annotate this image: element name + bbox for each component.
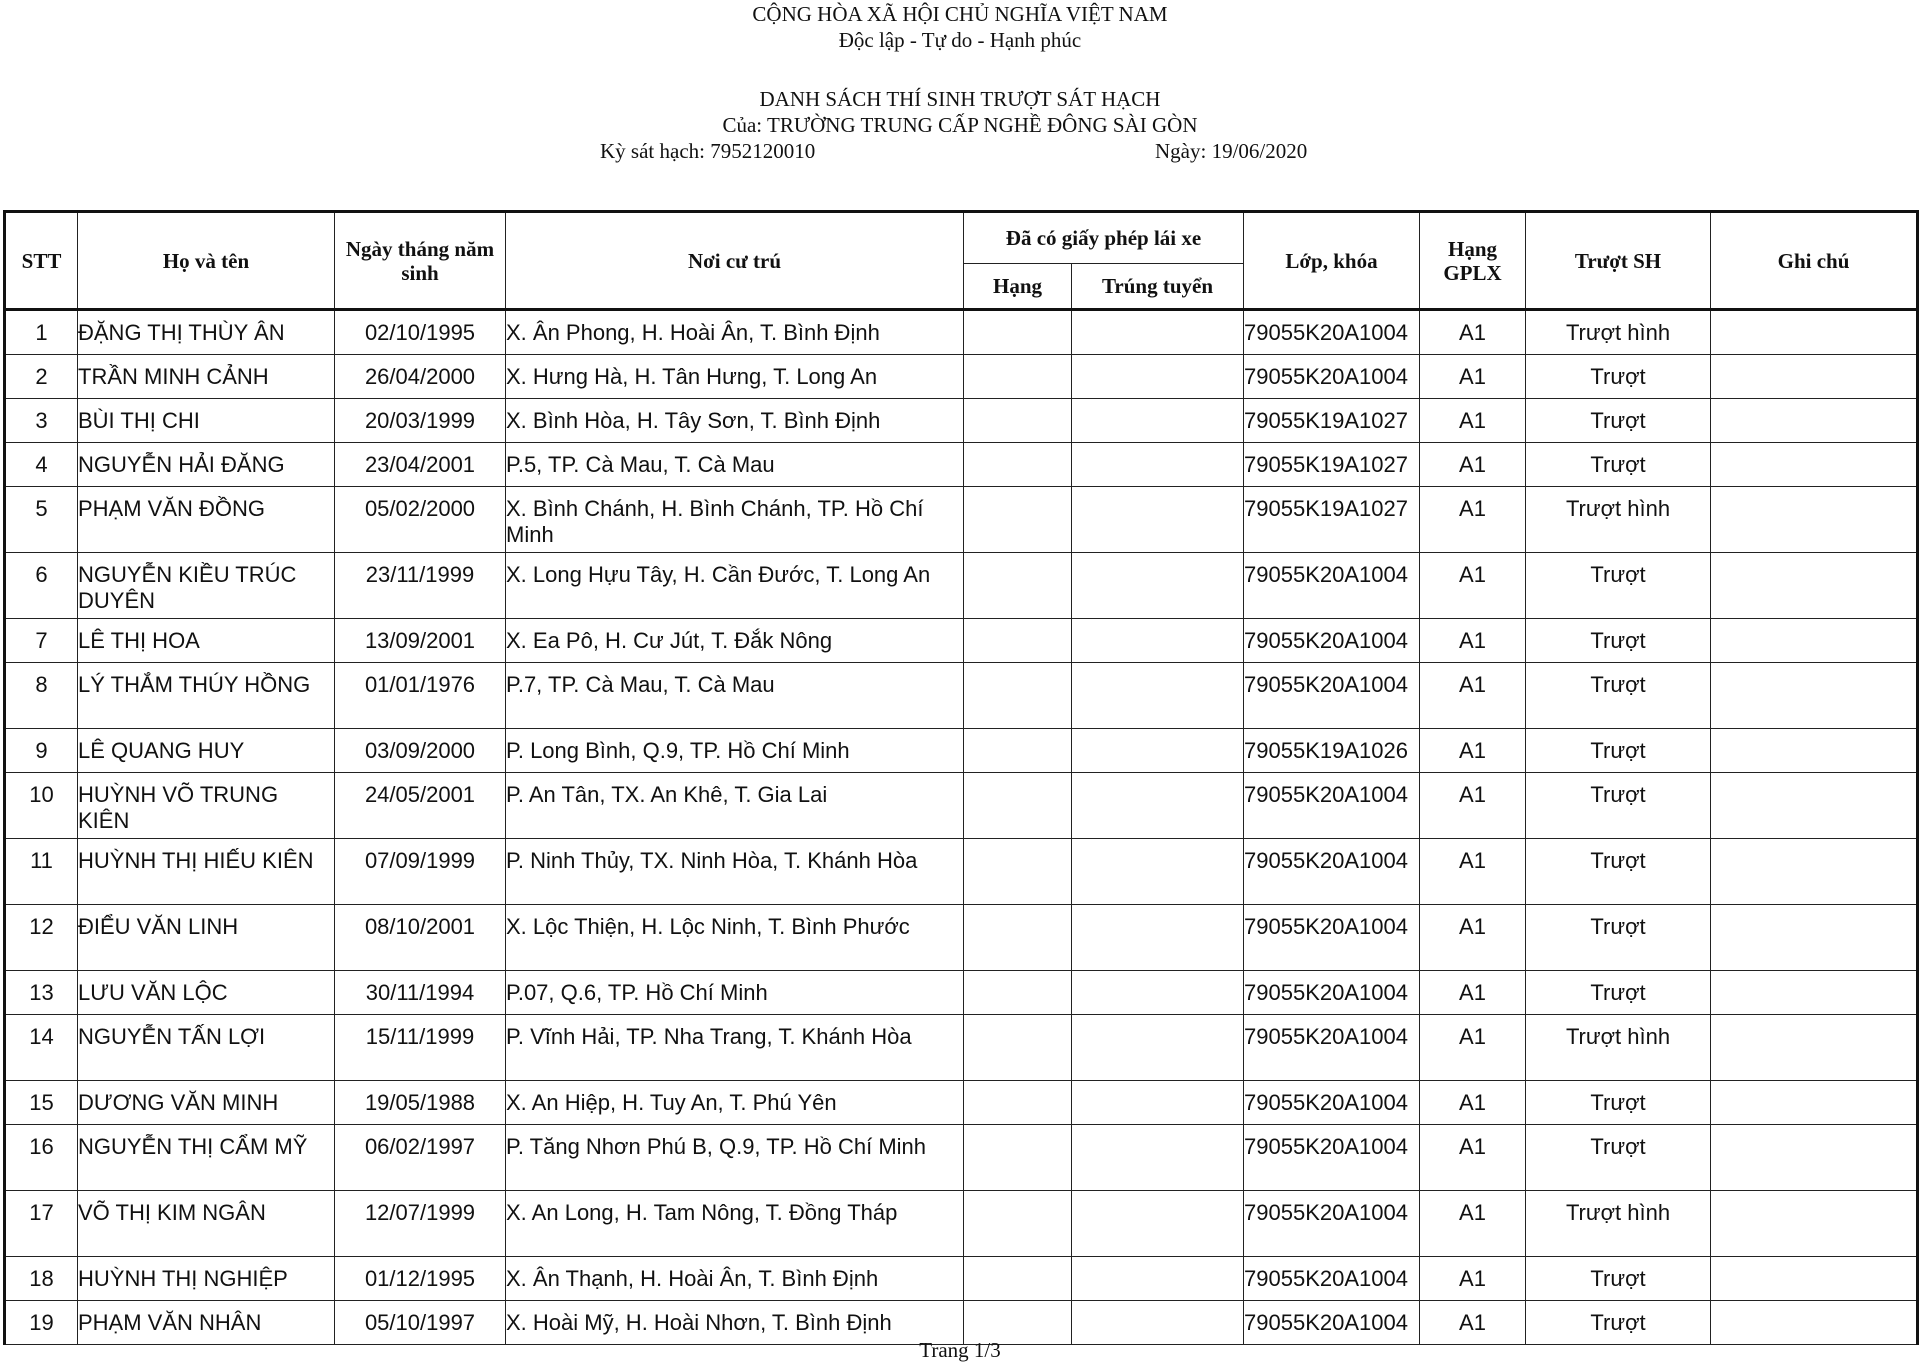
cell-gplx: A1 xyxy=(1420,839,1526,905)
cell-license-selected xyxy=(1072,773,1244,839)
cell-class-course: 79055K20A1004 xyxy=(1244,1191,1420,1257)
cell-gplx: A1 xyxy=(1420,1081,1526,1125)
cell-license-class xyxy=(964,663,1072,729)
cell-name: DƯƠNG VĂN MINH xyxy=(78,1081,335,1125)
cell-residence: X. Bình Chánh, H. Bình Chánh, TP. Hồ Chí Minh xyxy=(506,487,964,553)
cell-fail-type: Trượt xyxy=(1526,1125,1711,1191)
cell-fail-type: Trượt xyxy=(1526,773,1711,839)
cell-dob: 13/09/2001 xyxy=(335,619,506,663)
cell-residence: X. Ea Pô, H. Cư Jút, T. Đắk Nông xyxy=(506,619,964,663)
cell-note xyxy=(1711,839,1918,905)
cell-note xyxy=(1711,310,1918,355)
cell-license-class xyxy=(964,355,1072,399)
cell-note xyxy=(1711,619,1918,663)
cell-residence: X. Lộc Thiện, H. Lộc Ninh, T. Bình Phước xyxy=(506,905,964,971)
cell-license-selected xyxy=(1072,487,1244,553)
organization: Của: TRƯỜNG TRUNG CẤP NGHỀ ĐÔNG SÀI GÒN xyxy=(722,113,1198,137)
cell-class-course: 79055K20A1004 xyxy=(1244,1257,1420,1301)
table-row xyxy=(5,839,1918,905)
cell-gplx: A1 xyxy=(1420,1257,1526,1301)
cell-class-course: 79055K19A1026 xyxy=(1244,729,1420,773)
col-note: Ghi chú xyxy=(1711,212,1918,310)
cell-residence: X. An Hiệp, H. Tuy An, T. Phú Yên xyxy=(506,1081,964,1125)
page-number: Trang 1/3 xyxy=(919,1338,1001,1362)
cell-name: HUỲNH VÕ TRUNG KIÊN xyxy=(78,773,335,839)
table-row xyxy=(5,1191,1918,1257)
candidate-table xyxy=(3,210,1919,1345)
table-row xyxy=(5,663,1918,729)
cell-dob: 06/02/1997 xyxy=(335,1125,506,1191)
cell-stt: 15 xyxy=(5,1081,78,1125)
cell-gplx: A1 xyxy=(1420,399,1526,443)
cell-class-course: 79055K19A1027 xyxy=(1244,399,1420,443)
cell-name: BÙI THỊ CHI xyxy=(78,399,335,443)
cell-license-selected xyxy=(1072,619,1244,663)
cell-name: ĐIỂU VĂN LINH xyxy=(78,905,335,971)
cell-dob: 26/04/2000 xyxy=(335,355,506,399)
cell-name: ĐẶNG THỊ THÙY ÂN xyxy=(78,310,335,355)
cell-fail-type: Trượt hình xyxy=(1526,1015,1711,1081)
cell-dob: 08/10/2001 xyxy=(335,905,506,971)
cell-dob: 23/11/1999 xyxy=(335,553,506,619)
cell-class-course: 79055K20A1004 xyxy=(1244,1301,1420,1345)
cell-name: HUỲNH THỊ HIẾU KIÊN xyxy=(78,839,335,905)
cell-license-class xyxy=(964,1125,1072,1191)
cell-license-selected xyxy=(1072,399,1244,443)
cell-gplx: A1 xyxy=(1420,1191,1526,1257)
cell-stt: 13 xyxy=(5,971,78,1015)
cell-dob: 05/10/1997 xyxy=(335,1301,506,1345)
cell-class-course: 79055K20A1004 xyxy=(1244,619,1420,663)
cell-license-selected xyxy=(1072,443,1244,487)
cell-license-selected xyxy=(1072,553,1244,619)
cell-stt: 9 xyxy=(5,729,78,773)
cell-stt: 1 xyxy=(5,310,78,355)
cell-gplx: A1 xyxy=(1420,1301,1526,1345)
cell-dob: 20/03/1999 xyxy=(335,399,506,443)
cell-class-course: 79055K20A1004 xyxy=(1244,1015,1420,1081)
cell-license-selected xyxy=(1072,1081,1244,1125)
cell-license-class xyxy=(964,905,1072,971)
document-title: DANH SÁCH THÍ SINH TRƯỢT SÁT HẠCH xyxy=(759,87,1161,111)
cell-note xyxy=(1711,1081,1918,1125)
cell-gplx: A1 xyxy=(1420,619,1526,663)
col-fail-type: Trượt SH xyxy=(1526,212,1711,310)
cell-gplx: A1 xyxy=(1420,443,1526,487)
col-stt: STT xyxy=(5,212,78,310)
cell-license-class xyxy=(964,619,1072,663)
cell-class-course: 79055K20A1004 xyxy=(1244,553,1420,619)
cell-name: LÝ THẮM THÚY HỒNG xyxy=(78,663,335,729)
cell-class-course: 79055K20A1004 xyxy=(1244,663,1420,729)
cell-name: NGUYỄN THỊ CẨM MỸ xyxy=(78,1125,335,1191)
cell-name: LÊ THỊ HOA xyxy=(78,619,335,663)
cell-fail-type: Trượt xyxy=(1526,905,1711,971)
cell-residence: P.07, Q.6, TP. Hồ Chí Minh xyxy=(506,971,964,1015)
cell-license-selected xyxy=(1072,839,1244,905)
cell-license-selected xyxy=(1072,1015,1244,1081)
cell-name: PHẠM VĂN NHÂN xyxy=(78,1301,335,1345)
cell-fail-type: Trượt xyxy=(1526,1081,1711,1125)
col-gplx: Hạng GPLX xyxy=(1420,212,1526,310)
cell-residence: P.5, TP. Cà Mau, T. Cà Mau xyxy=(506,443,964,487)
cell-stt: 5 xyxy=(5,487,78,553)
cell-note xyxy=(1711,1191,1918,1257)
table-row xyxy=(5,619,1918,663)
cell-fail-type: Trượt xyxy=(1526,399,1711,443)
cell-residence: X. Bình Hòa, H. Tây Sơn, T. Bình Định xyxy=(506,399,964,443)
cell-license-selected xyxy=(1072,310,1244,355)
table-row xyxy=(5,355,1918,399)
cell-fail-type: Trượt xyxy=(1526,663,1711,729)
cell-class-course: 79055K20A1004 xyxy=(1244,839,1420,905)
table-header xyxy=(5,212,1918,310)
cell-name: NGUYỄN HẢI ĐĂNG xyxy=(78,443,335,487)
country-heading: CỘNG HÒA XÃ HỘI CHỦ NGHĨA VIỆT NAM xyxy=(752,2,1168,26)
table-row xyxy=(5,1015,1918,1081)
cell-gplx: A1 xyxy=(1420,355,1526,399)
cell-note xyxy=(1711,773,1918,839)
cell-class-course: 79055K20A1004 xyxy=(1244,773,1420,839)
cell-stt: 8 xyxy=(5,663,78,729)
cell-dob: 12/07/1999 xyxy=(335,1191,506,1257)
cell-name: TRẦN MINH CẢNH xyxy=(78,355,335,399)
cell-name: NGUYỄN KIỀU TRÚC DUYÊN xyxy=(78,553,335,619)
table-row xyxy=(5,971,1918,1015)
cell-dob: 30/11/1994 xyxy=(335,971,506,1015)
cell-stt: 11 xyxy=(5,839,78,905)
cell-stt: 3 xyxy=(5,399,78,443)
cell-stt: 18 xyxy=(5,1257,78,1301)
cell-name: PHẠM VĂN ĐỒNG xyxy=(78,487,335,553)
col-dob: Ngày tháng năm sinh xyxy=(335,212,506,310)
cell-dob: 03/09/2000 xyxy=(335,729,506,773)
cell-note xyxy=(1711,905,1918,971)
cell-license-selected xyxy=(1072,729,1244,773)
cell-residence: X. Hoài Mỹ, H. Hoài Nhơn, T. Bình Định xyxy=(506,1301,964,1345)
cell-fail-type: Trượt hình xyxy=(1526,487,1711,553)
cell-gplx: A1 xyxy=(1420,971,1526,1015)
col-license-selected: Trúng tuyển xyxy=(1072,264,1244,310)
table-row xyxy=(5,1257,1918,1301)
cell-license-class xyxy=(964,1191,1072,1257)
cell-residence: P. Ninh Thủy, TX. Ninh Hòa, T. Khánh Hòa xyxy=(506,839,964,905)
table-row xyxy=(5,773,1918,839)
cell-stt: 19 xyxy=(5,1301,78,1345)
col-residence: Nơi cư trú xyxy=(506,212,964,310)
col-license-class: Hạng xyxy=(964,264,1072,310)
cell-name: NGUYỄN TẤN LỢI xyxy=(78,1015,335,1081)
cell-license-class xyxy=(964,729,1072,773)
cell-license-class xyxy=(964,971,1072,1015)
cell-stt: 16 xyxy=(5,1125,78,1191)
cell-note xyxy=(1711,487,1918,553)
cell-license-class xyxy=(964,1015,1072,1081)
cell-license-class xyxy=(964,1081,1072,1125)
cell-class-course: 79055K19A1027 xyxy=(1244,487,1420,553)
cell-gplx: A1 xyxy=(1420,773,1526,839)
cell-residence: P. Vĩnh Hải, TP. Nha Trang, T. Khánh Hòa xyxy=(506,1015,964,1081)
cell-class-course: 79055K20A1004 xyxy=(1244,905,1420,971)
cell-stt: 10 xyxy=(5,773,78,839)
cell-residence: X. Long Hựu Tây, H. Cần Đước, T. Long An xyxy=(506,553,964,619)
col-class-course: Lớp, khóa xyxy=(1244,212,1420,310)
cell-name: LÊ QUANG HUY xyxy=(78,729,335,773)
cell-fail-type: Trượt hình xyxy=(1526,1191,1711,1257)
cell-fail-type: Trượt xyxy=(1526,1301,1711,1345)
cell-stt: 4 xyxy=(5,443,78,487)
cell-note xyxy=(1711,553,1918,619)
cell-license-selected xyxy=(1072,905,1244,971)
cell-stt: 17 xyxy=(5,1191,78,1257)
cell-license-class xyxy=(964,443,1072,487)
cell-license-class xyxy=(964,1257,1072,1301)
cell-gplx: A1 xyxy=(1420,663,1526,729)
cell-fail-type: Trượt xyxy=(1526,619,1711,663)
cell-license-selected xyxy=(1072,1257,1244,1301)
cell-class-course: 79055K20A1004 xyxy=(1244,1125,1420,1191)
cell-stt: 14 xyxy=(5,1015,78,1081)
cell-residence: X. Ân Thạnh, H. Hoài Ân, T. Bình Định xyxy=(506,1257,964,1301)
cell-residence: X. Hưng Hà, H. Tân Hưng, T. Long An xyxy=(506,355,964,399)
table-row xyxy=(5,1125,1918,1191)
cell-note xyxy=(1711,399,1918,443)
cell-dob: 24/05/2001 xyxy=(335,773,506,839)
cell-license-class xyxy=(964,839,1072,905)
cell-residence: X. An Long, H. Tam Nông, T. Đồng Tháp xyxy=(506,1191,964,1257)
cell-fail-type: Trượt xyxy=(1526,971,1711,1015)
table-row xyxy=(5,905,1918,971)
cell-fail-type: Trượt xyxy=(1526,553,1711,619)
cell-license-selected xyxy=(1072,355,1244,399)
cell-gplx: A1 xyxy=(1420,553,1526,619)
cell-fail-type: Trượt xyxy=(1526,1257,1711,1301)
cell-note xyxy=(1711,1257,1918,1301)
cell-license-class xyxy=(964,399,1072,443)
table-row xyxy=(5,1081,1918,1125)
cell-residence: X. Ân Phong, H. Hoài Ân, T. Bình Định xyxy=(506,310,964,355)
cell-dob: 01/12/1995 xyxy=(335,1257,506,1301)
table-row xyxy=(5,729,1918,773)
cell-name: LƯU VĂN LỘC xyxy=(78,971,335,1015)
cell-note xyxy=(1711,1015,1918,1081)
cell-stt: 2 xyxy=(5,355,78,399)
cell-residence: P. Long Bình, Q.9, TP. Hồ Chí Minh xyxy=(506,729,964,773)
cell-dob: 15/11/1999 xyxy=(335,1015,506,1081)
cell-gplx: A1 xyxy=(1420,905,1526,971)
cell-dob: 07/09/1999 xyxy=(335,839,506,905)
cell-residence: P.7, TP. Cà Mau, T. Cà Mau xyxy=(506,663,964,729)
cell-stt: 12 xyxy=(5,905,78,971)
cell-gplx: A1 xyxy=(1420,310,1526,355)
cell-fail-type: Trượt xyxy=(1526,355,1711,399)
cell-class-course: 79055K20A1004 xyxy=(1244,310,1420,355)
exam-date: Ngày: 19/06/2020 xyxy=(1155,139,1308,163)
cell-note xyxy=(1711,355,1918,399)
cell-dob: 19/05/1988 xyxy=(335,1081,506,1125)
cell-dob: 05/02/2000 xyxy=(335,487,506,553)
cell-license-selected xyxy=(1072,1125,1244,1191)
cell-gplx: A1 xyxy=(1420,1015,1526,1081)
cell-fail-type: Trượt xyxy=(1526,729,1711,773)
motto: Độc lập - Tự do - Hạnh phúc xyxy=(838,28,1082,52)
cell-fail-type: Trượt hình xyxy=(1526,310,1711,355)
cell-license-class xyxy=(964,773,1072,839)
cell-gplx: A1 xyxy=(1420,729,1526,773)
cell-class-course: 79055K20A1004 xyxy=(1244,971,1420,1015)
cell-stt: 7 xyxy=(5,619,78,663)
table-row xyxy=(5,553,1918,619)
cell-dob: 02/10/1995 xyxy=(335,310,506,355)
cell-gplx: A1 xyxy=(1420,487,1526,553)
cell-fail-type: Trượt xyxy=(1526,839,1711,905)
cell-name: HUỲNH THỊ NGHIỆP xyxy=(78,1257,335,1301)
exam-period: Kỳ sát hạch: 7952120010 xyxy=(600,139,816,163)
table-row xyxy=(5,487,1918,553)
cell-license-selected xyxy=(1072,1191,1244,1257)
cell-name: VÕ THỊ KIM NGÂN xyxy=(78,1191,335,1257)
cell-class-course: 79055K20A1004 xyxy=(1244,355,1420,399)
table-row xyxy=(5,310,1918,355)
col-license-group: Đã có giấy phép lái xe xyxy=(964,212,1244,264)
cell-note xyxy=(1711,1125,1918,1191)
table-body xyxy=(5,310,1918,1345)
cell-fail-type: Trượt xyxy=(1526,443,1711,487)
cell-dob: 01/01/1976 xyxy=(335,663,506,729)
cell-gplx: A1 xyxy=(1420,1125,1526,1191)
cell-license-selected xyxy=(1072,663,1244,729)
cell-dob: 23/04/2001 xyxy=(335,443,506,487)
table-row xyxy=(5,399,1918,443)
cell-license-class xyxy=(964,310,1072,355)
cell-residence: P. An Tân, TX. An Khê, T. Gia Lai xyxy=(506,773,964,839)
cell-stt: 6 xyxy=(5,553,78,619)
cell-class-course: 79055K19A1027 xyxy=(1244,443,1420,487)
cell-note xyxy=(1711,971,1918,1015)
cell-license-selected xyxy=(1072,971,1244,1015)
cell-note xyxy=(1711,443,1918,487)
cell-note xyxy=(1711,729,1918,773)
cell-license-class xyxy=(964,553,1072,619)
cell-residence: P. Tăng Nhơn Phú B, Q.9, TP. Hồ Chí Minh xyxy=(506,1125,964,1191)
col-name: Họ và tên xyxy=(78,212,335,310)
table-row xyxy=(5,443,1918,487)
cell-note xyxy=(1711,663,1918,729)
cell-class-course: 79055K20A1004 xyxy=(1244,1081,1420,1125)
cell-license-class xyxy=(964,487,1072,553)
